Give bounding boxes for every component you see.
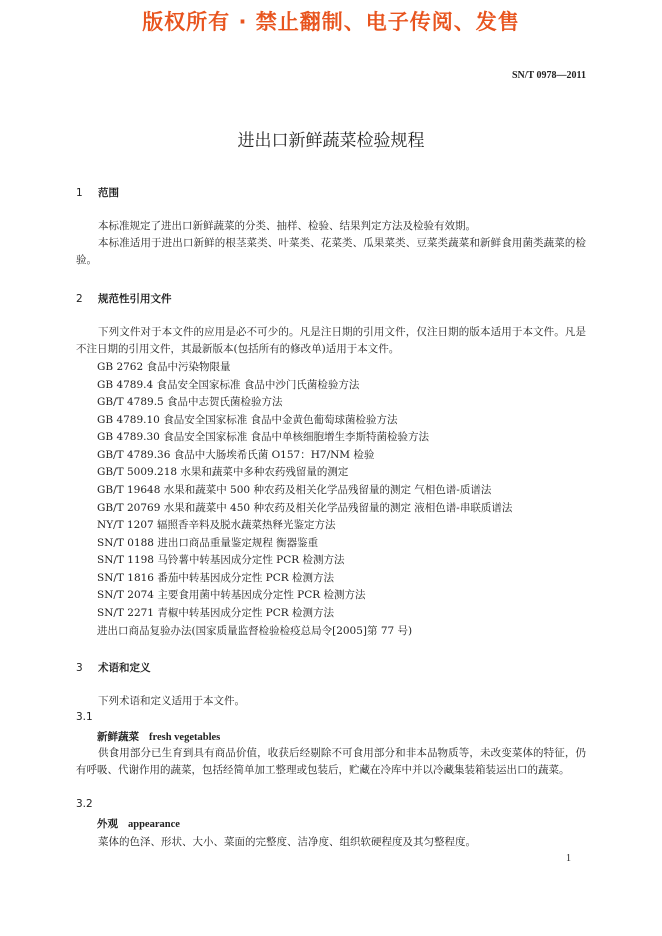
reference-item: 进出口商品复验办法(国家质量监督检验检疫总局令[2005]第 77 号) [97,625,413,637]
reference-item: SN/T 2074 主要食用菌中转基因成分定性 PCR 检测方法 [97,589,366,601]
section-heading-scope [76,185,119,200]
section-number: 3 [76,662,83,674]
reference-item: GB 2762 食品中污染物限量 [97,361,231,373]
term-name-en: appearance [128,819,180,830]
scope-paragraph-1: 本标准规定了进出口新鲜蔬菜的分类、抽样、检验、结果判定方法及检验有效期。 [98,220,476,232]
term-number: 3.1 [76,711,93,723]
terms-intro: 下列术语和定义适用于本文件。 [98,695,245,707]
reference-item: GB/T 4789.36 食品中大肠埃希氏菌 O157：H7/NM 检验 [97,449,375,461]
document-title: 进出口新鲜蔬菜检验规程 [237,131,425,151]
section-title: 规范性引用文件 [98,293,172,305]
reference-item: SN/T 1198 马铃薯中转基因成分定性 PCR 检测方法 [97,554,345,566]
term-definition: 菜体的色泽、形状、大小、菜面的完整度、洁净度、组织软硬程度及其匀整程度。 [98,836,476,848]
term-name-zh: 新鲜蔬菜 [97,731,139,743]
reference-item: SN/T 2271 青椒中转基因成分定性 PCR 检测方法 [97,607,334,619]
section-heading-references [76,291,172,306]
section-number: 1 [76,187,83,199]
term-number: 3.2 [76,798,93,810]
reference-item: GB 4789.10 食品安全国家标准 食品中金黄色葡萄球菌检验方法 [97,414,398,426]
reference-item: GB/T 5009.218 水果和蔬菜中多种农药残留量的测定 [97,466,349,478]
reference-item: GB 4789.30 食品安全国家标准 食品中单核细胞增生李斯特菌检验方法 [97,431,430,443]
term-name-zh: 外观 [97,818,118,830]
reference-item: GB/T 4789.5 食品中志贺氏菌检验方法 [97,396,283,408]
term-name [97,729,220,744]
references-intro: 下列文件对于本文件的应用是必不可少的。凡是注日期的引用文件，仅注日期的版本适用于本文件。凡是不注日期的引用文件，其最新版本(包括所有的修改单)适用于本文件。 [76,326,586,355]
reference-item: GB 4789.4 食品安全国家标准 食品中沙门氏菌检验方法 [97,379,360,391]
term-name-en: fresh vegetables [149,732,221,743]
reference-item: GB/T 20769 水果和蔬菜中 450 种农药及相关化学品残留量的测定 液相色谱-串联质谱法 [97,502,513,514]
scope-paragraph-2: 本标准适用于进出口新鲜的根茎菜类、叶菜类、花菜类、瓜果菜类、豆菜类蔬菜和新鲜食用菌类蔬菜的检验。 [76,237,586,266]
copyright-banner: 版权所有 · 禁止翻制、电子传阅、发售 [142,10,520,34]
section-title: 术语和定义 [98,662,151,674]
standard-code: SN/T 0978—2011 [512,70,586,81]
term-definition: 供食用部分已生育到具有商品价值，收获后经剔除不可食用部分和非本品物质等，未改变菜体的特征，仍有呼吸、代谢作用的蔬菜，包括经简单加工整理或包装后，贮藏在冷库中并以冷藏集装箱装运出口的蔬菜。 [76,747,586,776]
section-heading-terms [76,660,151,675]
reference-item: SN/T 1816 番茄中转基因成分定性 PCR 检测方法 [97,572,334,584]
reference-item: SN/T 0188 进出口商品重量鉴定规程 衡器鉴重 [97,537,319,549]
page-number: 1 [566,853,571,864]
reference-item: GB/T 19648 水果和蔬菜中 500 种农药及相关化学品残留量的测定 气相色谱-质谱法 [97,484,492,496]
reference-item: NY/T 1207 辐照香辛料及脱水蔬菜热释光鉴定方法 [97,519,336,531]
section-number: 2 [76,293,83,305]
section-title: 范围 [98,187,119,199]
term-name [97,816,180,831]
